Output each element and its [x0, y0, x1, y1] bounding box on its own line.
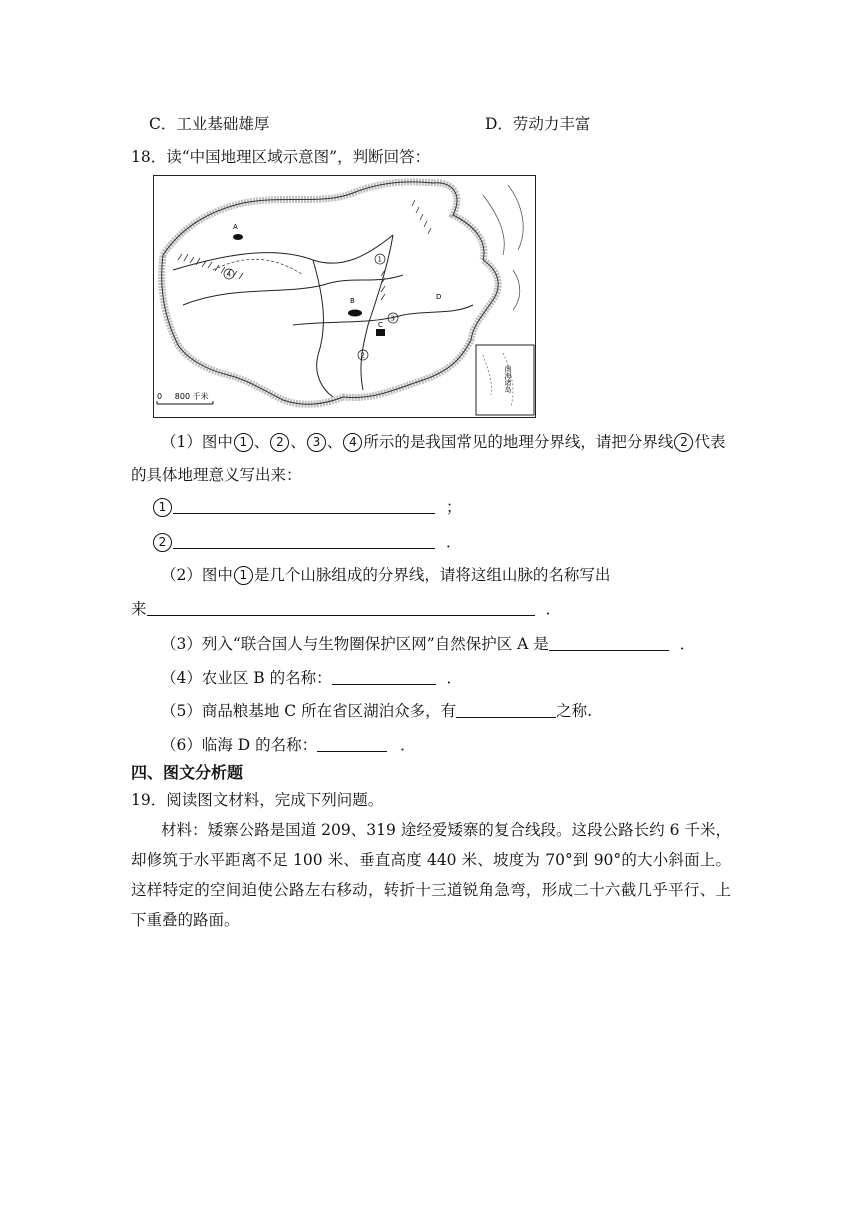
- period: ．: [400, 736, 416, 754]
- circled-2: 2: [153, 533, 172, 552]
- map-boundary-3: 3: [390, 314, 395, 323]
- semicolon: ；: [445, 498, 462, 516]
- option-c: C．工业基础雄厚: [149, 115, 270, 133]
- q18-part2-text-c: 来: [131, 600, 147, 618]
- answer-blank-mountains[interactable]: [147, 599, 535, 616]
- answer-blank-sea-d[interactable]: [317, 735, 387, 752]
- answer-blank-2[interactable]: [173, 532, 435, 549]
- china-region-map: [153, 175, 536, 418]
- q18-part5-text-b: 之称.: [556, 702, 593, 720]
- answer-row-2: [152, 530, 461, 552]
- q18-part2-line1: [161, 563, 610, 585]
- map-boundary-2: 2: [360, 351, 365, 360]
- period: ．: [445, 533, 462, 551]
- map-label-a: A: [233, 223, 238, 231]
- sep: 、: [326, 433, 343, 451]
- q18-part1-text-c: 所示的是我国常见的地理分界线，请把分界线: [363, 433, 674, 451]
- sep: 、: [290, 433, 306, 451]
- period: ．: [446, 669, 463, 687]
- map-label-b: B: [350, 297, 355, 305]
- question-19-stem: 19．阅读图文材料，完成下列问题。: [131, 791, 384, 809]
- q18-part1-line1: [161, 430, 725, 452]
- circled-1: 1: [234, 566, 253, 585]
- sep: 、: [253, 433, 270, 451]
- circled-2: 2: [270, 433, 289, 452]
- q18-part5-text-a: （5）商品粮基地 C 所在省区湖泊众多，有: [161, 702, 457, 720]
- answer-row-1: [152, 495, 461, 517]
- question-18-stem: 18．读“中国地理区域示意图”，判断回答：: [131, 148, 431, 166]
- q18-part5: [161, 699, 592, 721]
- q18-part4: [161, 666, 462, 688]
- q18-part2-text-a: （2）图中: [161, 566, 233, 584]
- q18-part1-text-a: （1）图中: [161, 433, 233, 451]
- circled-1: 1: [153, 498, 172, 517]
- map-label-c: C: [378, 321, 383, 329]
- option-d: D．劳动力丰富: [485, 115, 591, 133]
- map-boundary-1: 1: [377, 255, 382, 264]
- q18-part3-text: （3）列入“联合国人与生物圈保护区网”自然保护区 A 是: [161, 635, 549, 653]
- section-4-title: 四、图文分析题: [131, 763, 244, 782]
- q18-part6: [161, 733, 416, 755]
- answer-blank-lakes[interactable]: [456, 701, 556, 718]
- circled-2: 2: [674, 433, 693, 452]
- q18-part2-text-b: 是几个山脉组成的分界线，请将这组山脉的名称写出: [253, 566, 611, 584]
- q18-part1-text-d: 代表: [694, 433, 726, 451]
- q18-part6-text: （6）临海 D 的名称：: [161, 736, 318, 754]
- circled-1: 1: [234, 433, 253, 452]
- map-boundary-4: 4: [226, 270, 231, 279]
- q18-part4-text: （4）农业区 B 的名称：: [161, 669, 332, 687]
- answer-blank-region-b[interactable]: [332, 668, 436, 685]
- period: ．: [679, 635, 696, 653]
- answer-blank-reserve-a[interactable]: [549, 634, 669, 651]
- answer-blank-1[interactable]: [173, 497, 435, 514]
- map-inset-label: 南海诸岛: [504, 365, 512, 393]
- map-label-d: D: [436, 293, 442, 301]
- q18-part1-line2: 的具体地理意义写出来：: [131, 466, 302, 484]
- circled-4: 4: [343, 433, 362, 452]
- question-19-material: 材料：矮寨公路是国道 209、319 途经爱矮寨的复合线段。这段公路长约 6 千米，却修筑于水平距离不足 100 米、垂直高度 440 米、坡度为 70°到 90°的大小斜面上。这样特定的空间迫使公路左右移动，转折十三道锐角急弯，形成二十六截几乎平行、上下重叠的路面。: [131, 821, 731, 929]
- q18-part2-line2: [131, 597, 561, 619]
- period: ．: [545, 600, 561, 618]
- circled-3: 3: [307, 433, 326, 452]
- map-scale-label: 0 800 千米: [157, 392, 209, 401]
- q18-part3: [161, 632, 695, 654]
